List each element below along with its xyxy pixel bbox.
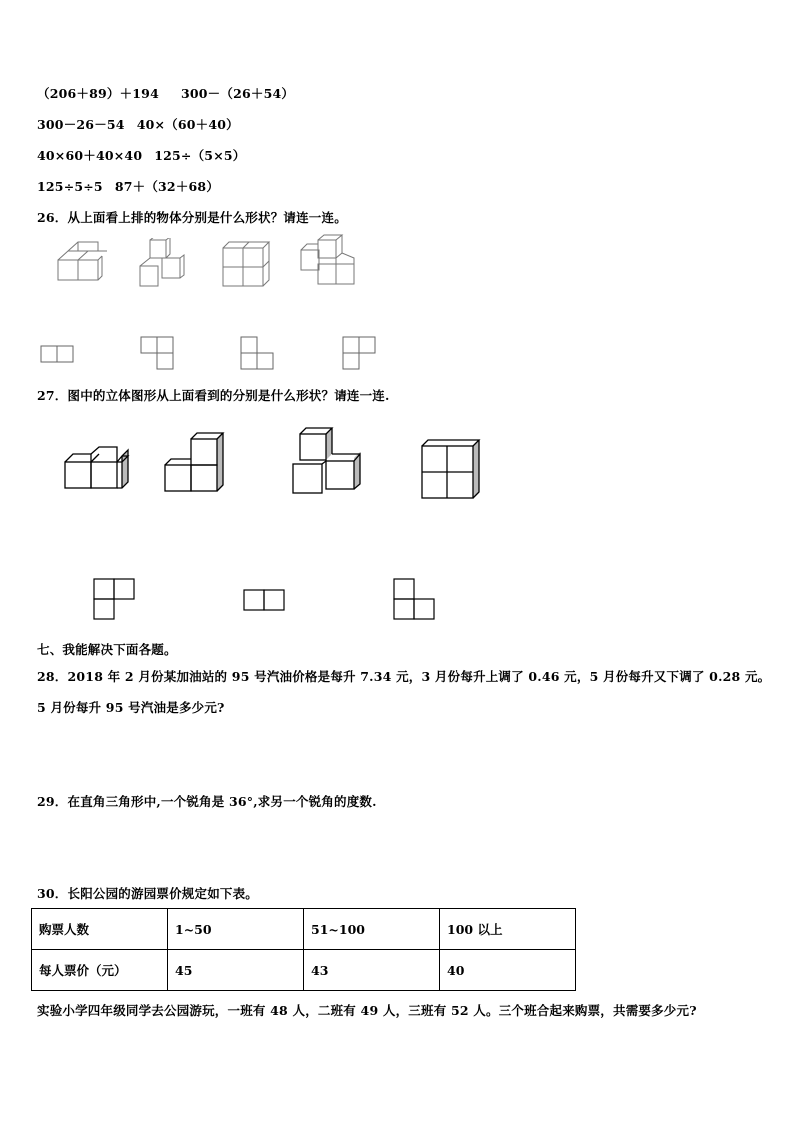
section-title: 七、我能解决下面各题。 — [37, 642, 177, 657]
q26-solid-2 — [136, 238, 191, 290]
question-29: 29．在直角三角形中,一个锐角是 36°,求另一个锐角的度数. — [37, 794, 377, 809]
calc-expression: 40×60＋40×40 — [37, 148, 143, 163]
q26-view-2 — [140, 336, 176, 372]
calc-expression: 300－（26＋54） — [180, 86, 295, 101]
calc-row-1 — [37, 84, 294, 102]
q26-solid-1 — [52, 238, 107, 288]
question-27: 27．图中的立体图形从上面看到的分别是什么形状？请连一连. — [37, 388, 390, 403]
table-cell: 100 以上 — [440, 909, 576, 950]
question-28-line-1: 28．2018 年 2 月份某加油站的 95 号汽油价格是每升 7.34 元，3 月份每升上调了 0.46 元，5 月份每升又下调了 0.28 元。 — [37, 669, 771, 684]
q26-view-3 — [240, 336, 276, 372]
q27-solid-1 — [62, 444, 130, 494]
calc-expression: （206＋89）＋194 — [37, 86, 159, 101]
q27-view-3 — [392, 577, 438, 623]
table-cell: 40 — [440, 950, 576, 991]
calc-row-3 — [37, 146, 245, 164]
ticket-price-table — [31, 908, 576, 991]
table-cell: 43 — [304, 950, 440, 991]
calc-expression: 300－26－54 — [37, 117, 125, 132]
table-row — [32, 950, 576, 991]
table-header-row — [32, 909, 576, 950]
table-cell: 每人票价（元） — [32, 950, 168, 991]
table-cell: 购票人数 — [32, 909, 168, 950]
question-30-followup: 实验小学四年级同学去公园游玩，一班有 48 人，二班有 49 人，三班有 52 人。三个班合起来购票，共需要多少元? — [37, 1003, 697, 1018]
table-cell: 45 — [168, 950, 304, 991]
q27-view-2 — [242, 588, 288, 612]
table-cell: 1~50 — [168, 909, 304, 950]
q26-solid-3 — [220, 238, 275, 290]
q26-solid-4 — [298, 234, 358, 290]
calc-row-4 — [37, 177, 219, 195]
q26-view-4 — [342, 336, 378, 372]
q27-solid-3 — [290, 424, 362, 496]
q26-view-1 — [40, 345, 76, 365]
calc-expression: 125÷5÷5 — [37, 179, 103, 194]
table-cell: 51~100 — [304, 909, 440, 950]
q27-solid-4 — [418, 437, 484, 503]
calc-row-2 — [37, 115, 239, 133]
q27-view-1 — [92, 577, 138, 623]
calc-expression: 87＋（32＋68） — [114, 179, 220, 194]
q27-solid-2 — [162, 430, 228, 496]
question-30: 30．长阳公园的游园票价规定如下表。 — [37, 886, 258, 901]
calc-expression: 40×（60＋40） — [136, 117, 239, 132]
calc-expression: 125÷（5×5） — [154, 148, 246, 163]
question-28-line-2: 5 月份每升 95 号汽油是多少元? — [37, 700, 225, 715]
question-26: 26．从上面看上排的物体分别是什么形状？请连一连。 — [37, 210, 347, 225]
